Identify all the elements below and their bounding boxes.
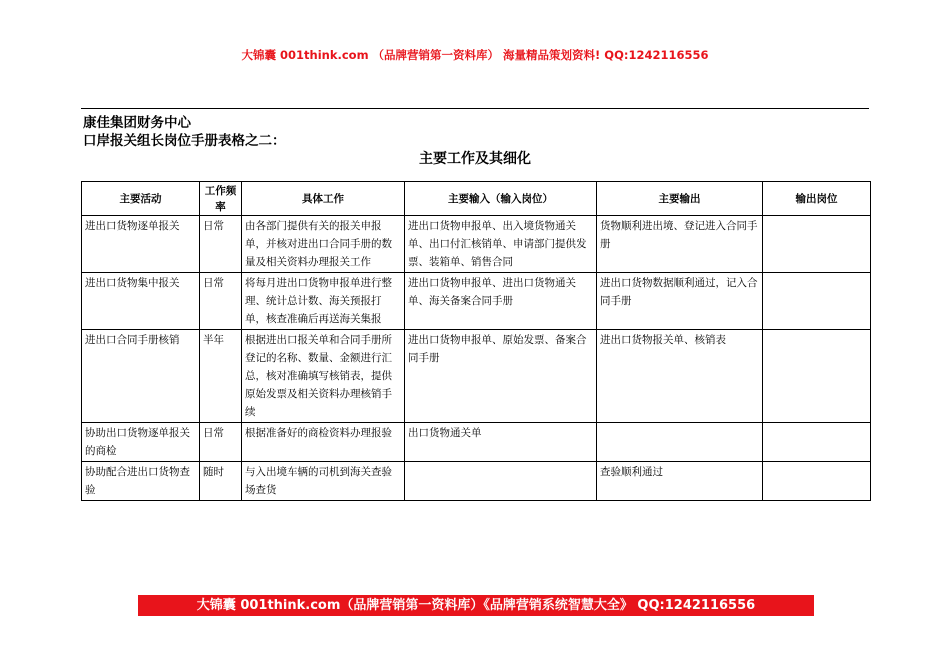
cell-input: 进出口货物申报单、进出口货物通关单、海关备案合同手册 xyxy=(405,273,597,330)
table-row xyxy=(82,273,871,330)
cell-activity: 进出口合同手册核销 xyxy=(82,330,200,423)
col-header-main-activity: 主要活动 xyxy=(82,182,200,216)
cell-output-position xyxy=(763,423,871,462)
cell-activity: 进出口货物集中报关 xyxy=(82,273,200,330)
cell-work: 由各部门提供有关的报关申报单，并核对进出口合同手册的数量及相关资料办理报关工作 xyxy=(242,216,405,273)
col-header-specific-work: 具体工作 xyxy=(242,182,405,216)
cell-output-position xyxy=(763,273,871,330)
bottom-promo-banner: 大锦囊 001think.com（品牌营销第一资料库）《品牌营销系统智慧大全》 QQ:1242116556 xyxy=(138,595,814,616)
cell-input xyxy=(405,462,597,501)
table-row xyxy=(82,216,871,273)
cell-output: 进出口货物报关单、核销表 xyxy=(597,330,763,423)
cell-frequency: 日常 xyxy=(200,423,242,462)
cell-work: 将每月进出口货物申报单进行整理、统计总计数、海关预报打单，核查准确后再送海关集报 xyxy=(242,273,405,330)
cell-output-position xyxy=(763,330,871,423)
cell-activity: 协助配合进出口货物查验 xyxy=(82,462,200,501)
cell-input: 进出口货物申报单、出入境货物通关单、出口付汇核销单、申请部门提供发票、装箱单、销售合同 xyxy=(405,216,597,273)
cell-output xyxy=(597,423,763,462)
cell-frequency: 随时 xyxy=(200,462,242,501)
section-heading: 主要工作及其细化 xyxy=(419,151,531,167)
cell-output-position xyxy=(763,216,871,273)
table-row xyxy=(82,423,871,462)
cell-output: 查验顺利通过 xyxy=(597,462,763,501)
cell-work: 根据进出口报关单和合同手册所登记的名称、数量、金额进行汇总，核对准确填写核销表，提供原始发票及相关资料办理核销手续 xyxy=(242,330,405,423)
col-header-main-input: 主要输入（输入岗位） xyxy=(405,182,597,216)
organization-name: 康佳集团财务中心 xyxy=(83,115,191,131)
cell-work: 与入出境车辆的司机到海关查验场查货 xyxy=(242,462,405,501)
col-header-output-position: 输出岗位 xyxy=(763,182,871,216)
cell-input: 进出口货物申报单、原始发票、备案合同手册 xyxy=(405,330,597,423)
form-title: 口岸报关组长岗位手册表格之二： xyxy=(83,133,286,149)
cell-output: 货物顺利进出境、登记进入合同手册 xyxy=(597,216,763,273)
cell-input: 出口货物通关单 xyxy=(405,423,597,462)
top-promo-banner: 大锦囊 001think.com （品牌营销第一资料库） 海量精品策划资料! QQ:1242116556 xyxy=(241,48,709,62)
cell-output-position xyxy=(763,462,871,501)
col-header-main-output: 主要输出 xyxy=(597,182,763,216)
cell-activity: 协助出口货物逐单报关的商检 xyxy=(82,423,200,462)
cell-frequency: 日常 xyxy=(200,273,242,330)
cell-work: 根据准备好的商检资料办理报验 xyxy=(242,423,405,462)
table-header-row xyxy=(82,182,871,216)
table-row xyxy=(82,330,871,423)
cell-frequency: 半年 xyxy=(200,330,242,423)
cell-frequency: 日常 xyxy=(200,216,242,273)
cell-output: 进出口货物数据顺利通过，记入合同手册 xyxy=(597,273,763,330)
col-header-frequency: 工作频率 xyxy=(200,182,242,216)
cell-activity: 进出口货物逐单报关 xyxy=(82,216,200,273)
work-detail-table xyxy=(81,181,871,501)
header-divider xyxy=(81,108,869,109)
table-row xyxy=(82,462,871,501)
